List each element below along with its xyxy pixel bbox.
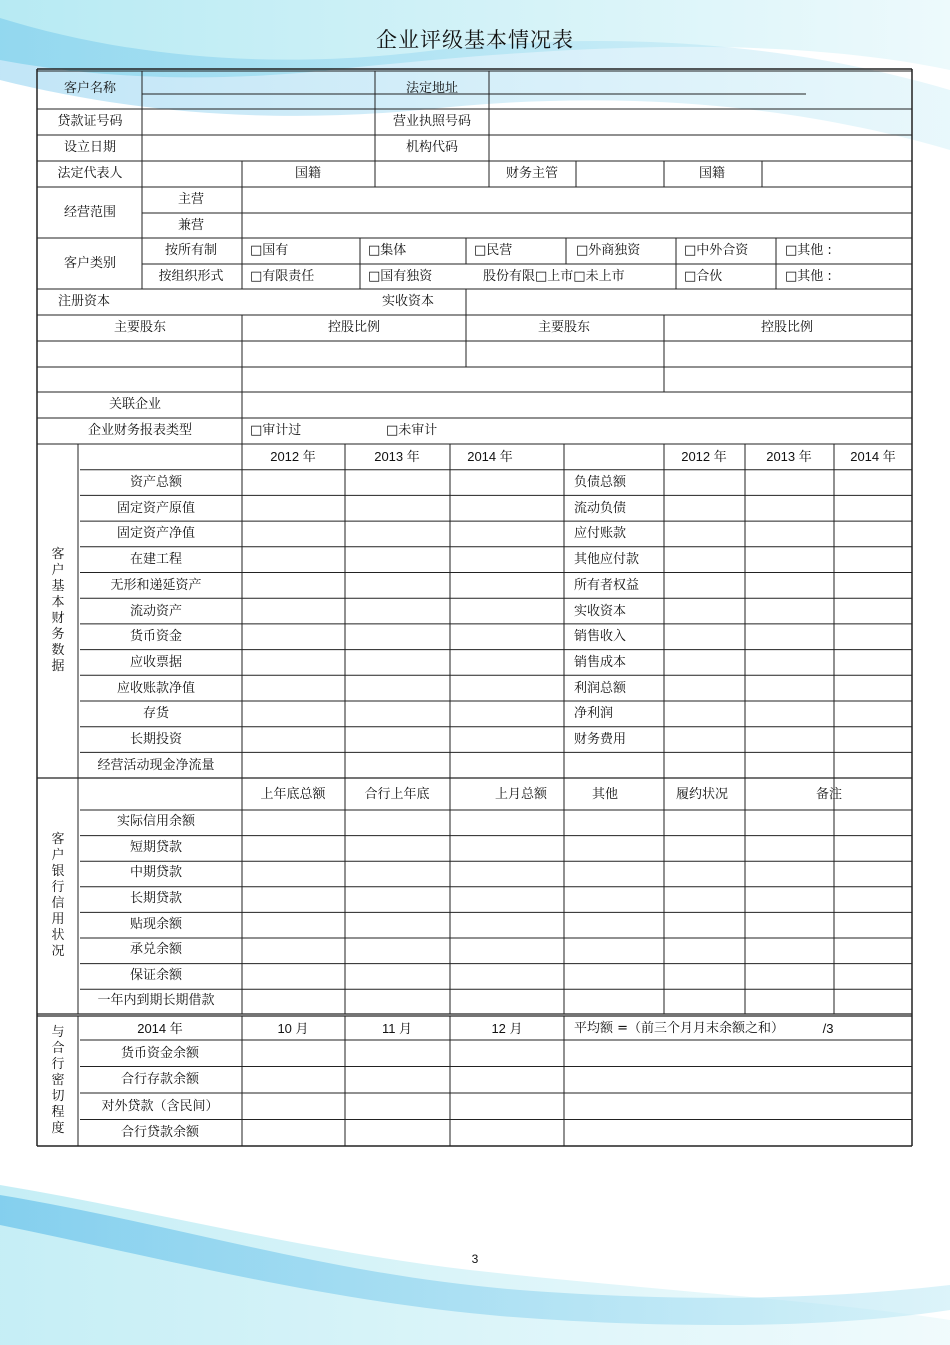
legal-address-label: 法定地址 xyxy=(405,80,458,96)
financial-item-label: 应付账款 xyxy=(574,526,627,542)
month-header: 10 月 xyxy=(277,1020,309,1036)
financial-item-label: 应收票据 xyxy=(129,654,182,670)
section-label-char: 度 xyxy=(51,1121,65,1136)
ownership-foreign-checkbox[interactable]: □外商独资 xyxy=(576,242,641,258)
ownership-other-checkbox[interactable]: □其他 : xyxy=(785,242,832,258)
financial-item-label: 流动资产 xyxy=(129,603,182,619)
section-label-char: 信 xyxy=(51,896,65,911)
financial-item-label: 应收账款净值 xyxy=(116,680,195,696)
section-label-char: 切 xyxy=(51,1089,65,1104)
loan-cert-no-label: 贷款证号码 xyxy=(57,113,123,129)
page-title: 企业评级基本情况表 xyxy=(376,28,574,52)
section-label-char: 财 xyxy=(51,611,65,626)
financial-data-section-label xyxy=(38,444,78,778)
financial-item-label: 所有者权益 xyxy=(574,577,640,593)
closeness-item-label: 合行存款余额 xyxy=(120,1072,199,1088)
business-license-no-label: 营业执照号码 xyxy=(392,113,471,129)
major-shareholder-header-2: 主要股东 xyxy=(537,319,590,335)
closeness-item-label: 货币资金余额 xyxy=(120,1045,199,1061)
closeness-section-label xyxy=(38,1016,78,1146)
org-partnership-checkbox[interactable]: □合伙 xyxy=(684,268,723,284)
unaudited-checkbox[interactable]: □未审计 xyxy=(386,422,438,438)
credit-item-label: 短期贷款 xyxy=(129,839,182,855)
major-shareholder-header: 主要股东 xyxy=(113,319,166,335)
holding-ratio-header-2: 控股比例 xyxy=(760,319,813,335)
report-type-label: 企业财务报表类型 xyxy=(87,422,192,438)
credit-item-label: 一年内到期长期借款 xyxy=(97,993,215,1009)
affiliated-companies-label: 关联企业 xyxy=(108,396,161,412)
org-code-label: 机构代码 xyxy=(405,139,458,155)
financial-item-label: 经营活动现金净流量 xyxy=(97,757,215,773)
average-divisor: /3 xyxy=(822,1020,834,1036)
financial-item-label: 流动负债 xyxy=(574,500,627,516)
month-header: 11 月 xyxy=(381,1020,413,1036)
org-joint-stock-checkbox[interactable]: 股份有限□上市□未上市 xyxy=(483,268,625,284)
section-label-char: 密 xyxy=(51,1073,65,1088)
section-label-char: 数 xyxy=(51,643,65,658)
closeness-year: 2014 年 xyxy=(137,1020,183,1036)
financial-item-label: 固定资产原值 xyxy=(116,500,195,516)
financial-item-label: 销售成本 xyxy=(574,654,627,670)
financial-item-label: 在建工程 xyxy=(129,552,182,568)
financial-item-label: 销售收入 xyxy=(574,629,627,645)
business-scope-label: 经营范围 xyxy=(63,204,116,220)
credit-item-label: 保证余额 xyxy=(129,967,182,983)
bank-credit-section-label xyxy=(38,778,78,1014)
year-header: 2013 年 xyxy=(766,448,812,464)
financial-item-label: 净利润 xyxy=(574,706,614,722)
credit-item-label: 贴现余额 xyxy=(129,916,182,932)
org-other-checkbox[interactable]: □其他 : xyxy=(785,268,832,284)
finance-manager-label: 财务主管 xyxy=(505,165,558,181)
section-label-char: 与 xyxy=(51,1025,65,1040)
ownership-collective-checkbox[interactable]: □集体 xyxy=(368,242,407,258)
financial-item-label: 财务费用 xyxy=(574,732,627,748)
credit-header: 其他 xyxy=(591,786,618,802)
section-label-char: 行 xyxy=(51,1057,65,1072)
average-formula: 平均额 =（前三个月月末余额之和） xyxy=(574,1020,785,1036)
main-business-label: 主营 xyxy=(177,191,204,207)
section-label-char: 行 xyxy=(51,880,65,895)
nationality-label-2: 国籍 xyxy=(698,165,725,181)
financial-item-label: 实收资本 xyxy=(574,603,627,619)
by-ownership-label: 按所有制 xyxy=(164,242,217,258)
section-label-char: 基 xyxy=(51,579,65,594)
section-label-char: 本 xyxy=(51,595,65,610)
registered-capital-label: 注册资本 xyxy=(57,293,110,309)
establish-date-label: 设立日期 xyxy=(63,139,116,155)
credit-item-label: 长期贷款 xyxy=(129,891,182,907)
year-header: 2013 年 xyxy=(374,448,420,464)
financial-item-label: 利润总额 xyxy=(574,680,627,696)
financial-item-label: 无形和递延资产 xyxy=(110,577,202,593)
customer-type-label: 客户类别 xyxy=(63,255,116,271)
legal-rep-label: 法定代表人 xyxy=(57,165,123,181)
holding-ratio-header: 控股比例 xyxy=(327,319,380,335)
financial-item-label: 货币资金 xyxy=(129,629,182,645)
section-label-char: 据 xyxy=(51,659,65,674)
financial-item-label: 其他应付款 xyxy=(574,552,640,568)
section-label-char: 银 xyxy=(51,864,65,879)
section-label-char: 合 xyxy=(51,1041,65,1056)
org-limited-checkbox[interactable]: □有限责任 xyxy=(250,268,315,284)
credit-header: 备注 xyxy=(815,786,842,802)
paid-in-capital-label: 实收资本 xyxy=(381,293,434,309)
section-label-char: 户 xyxy=(51,563,65,578)
month-header: 12 月 xyxy=(491,1020,523,1036)
financial-item-label: 负债总额 xyxy=(574,475,627,491)
credit-header: 上月总额 xyxy=(494,786,547,802)
section-label-char: 况 xyxy=(51,944,65,959)
section-label-char: 务 xyxy=(51,627,65,642)
customer-name-label: 客户名称 xyxy=(63,80,116,96)
section-label-char: 用 xyxy=(51,912,65,927)
ownership-private-checkbox[interactable]: □民营 xyxy=(474,242,513,258)
credit-item-label: 中期贷款 xyxy=(129,865,182,881)
by-organization-label: 按组织形式 xyxy=(158,268,224,284)
credit-item-label: 实际信用余额 xyxy=(116,814,195,830)
section-label-char: 户 xyxy=(51,848,65,863)
year-header: 2012 年 xyxy=(270,448,316,464)
closeness-item-label: 对外贷款（含民间） xyxy=(101,1098,219,1114)
year-header: 2012 年 xyxy=(681,448,727,464)
closeness-item-label: 合行贷款余额 xyxy=(120,1125,199,1141)
credit-header: 履约状况 xyxy=(675,786,728,802)
financial-item-label: 资产总额 xyxy=(129,475,182,491)
financial-item-label: 固定资产净值 xyxy=(116,526,195,542)
credit-header: 合行上年底 xyxy=(364,786,430,802)
financial-item-label: 存货 xyxy=(142,706,169,722)
year-header: 2014 年 xyxy=(467,448,513,464)
org-state-sole-checkbox[interactable]: □国有独资 xyxy=(368,268,433,284)
ownership-joint-venture-checkbox[interactable]: □中外合资 xyxy=(684,242,749,258)
section-label-char: 程 xyxy=(51,1105,65,1120)
financial-item-label: 长期投资 xyxy=(129,732,182,748)
credit-header: 上年底总额 xyxy=(260,786,326,802)
section-label-char: 客 xyxy=(51,832,65,847)
section-label-char: 客 xyxy=(51,547,65,562)
nationality-label: 国籍 xyxy=(294,165,321,181)
side-business-label: 兼营 xyxy=(177,217,204,233)
page-number: 3 xyxy=(471,1252,479,1266)
audited-checkbox[interactable]: □审计过 xyxy=(250,422,302,438)
year-header: 2014 年 xyxy=(850,448,896,464)
ownership-state-checkbox[interactable]: □国有 xyxy=(250,242,289,258)
section-label-char: 状 xyxy=(51,928,65,943)
credit-item-label: 承兑余额 xyxy=(129,942,182,958)
